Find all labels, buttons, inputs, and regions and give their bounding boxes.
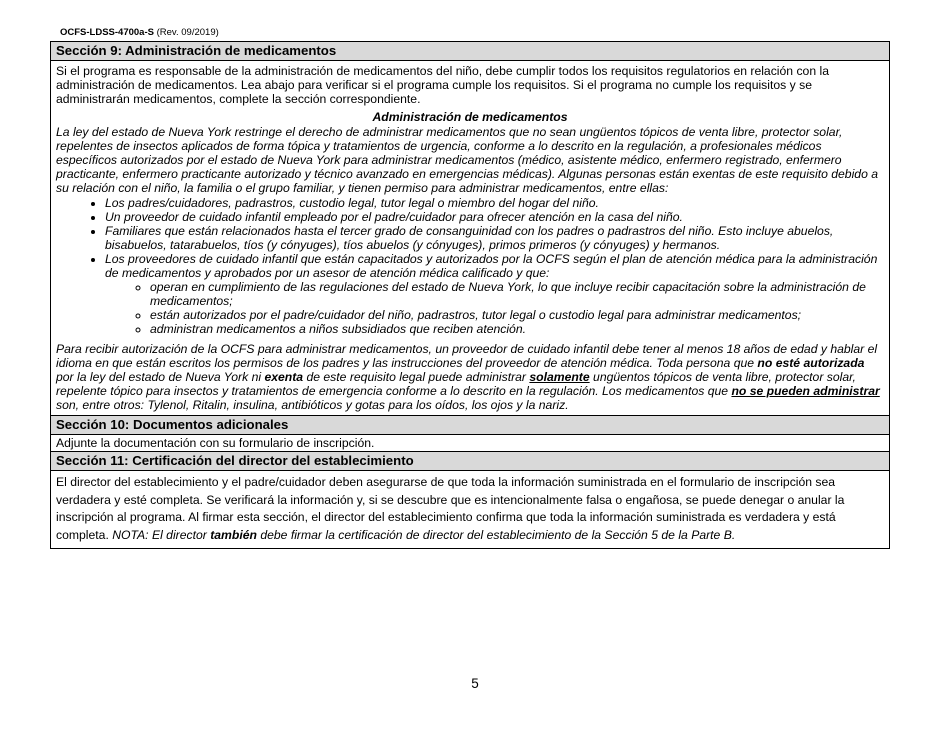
sub-list: [105, 280, 884, 336]
section-9-title: Sección 9: Administración de medicamentos: [51, 42, 889, 61]
list-item-text: Los proveedores de cuidado infantil que están capacitados y autorizados por la OCFS según el plan de atención médica para la administración de medicamentos y aprobados por un asesor de atención médica calificado y que:: [105, 252, 878, 280]
certification-text: El director del establecimiento y el padre/cuidador deben asegurarse de que toda la información suministrada en el formulario de inscripción sea verdadera y esté completa. Se verificará la información y, si se descubre que es intencionalmente falsa o engañosa, se puede denegar o anular la inscripción al programa. Al firmar esta sección, el director del establecimiento confirma que toda la información suministrada es verdadera y está completa.: [56, 475, 845, 542]
sub-list-item: ◦ están autorizados por el padre/cuidador del niño, padrastros, tutor legal o custodio legal para administrar medicamentos;: [150, 308, 884, 322]
section-10-title: Sección 10: Documentos adicionales: [51, 416, 889, 435]
section-9-body: [51, 61, 889, 416]
section-11-body: [51, 471, 889, 548]
form-revision: (Rev. 09/2019): [156, 27, 219, 38]
form-id: OCFS-LDSS-4700a-S: [60, 27, 154, 38]
closing-text: Para recibir autorización de la OCFS para administrar medicamentos, un proveedor de cuidado infantil debe tener al menos 18 años de edad y hablar el idioma en que están escritos los permisos de los padres y las instrucciones del proveedor de atención médica. Toda persona que: [56, 342, 878, 370]
closing-paragraph: [56, 342, 884, 412]
emphasis-text: exenta: [264, 370, 304, 384]
form-content: [50, 41, 890, 549]
form-code: [60, 27, 219, 38]
section-9-subheading: Administración de medicamentos: [372, 110, 568, 124]
emphasis-text: solamente: [529, 370, 590, 384]
closing-text: ungüentos tópicos de venta libre, protector solar, repelente tópico para insectos y tratamientos de emergencia conforme a lo descrito en la regulación. Los medicamentos que: [56, 370, 856, 398]
section-10-text: Adjunte la documentación con su formulario de inscripción.: [51, 435, 889, 452]
list-item: • Familiares que están relacionados hasta el tercer grado de consanguinidad con los padres o padrastros del niño. Esto incluye abuelos, bisabuelos, tatarabuelos, tíos (y cónyuges), tíos abuelos (y cónyuges), primos primeros (y cónyuges) y hermanos.: [105, 224, 884, 252]
emphasis-text: no esté autorizada: [757, 356, 865, 370]
page-number: 5: [471, 676, 479, 691]
note-emphasis: también: [210, 527, 257, 542]
note-text: NOTA: El director: [112, 527, 211, 542]
closing-text: son, entre otros: Tylenol, Ritalin, insulina, antibióticos y gotas para los oídos, los ojos y la nariz.: [56, 398, 569, 412]
law-paragraph: La ley del estado de Nueva York restringe el derecho de administrar medicamentos que no sean ungüentos tópicos de venta libre, protector solar, repelentes de insectos aplicados de forma tópica y tratamientos de urgencia, conforme a lo descrito en la regulación, a profesionales médicos específicos autorizados por el estado de Nueva York para administrar medicamentos (médico, asistente médico, enfermero registrado, enfermero practicante, enfermero practicante autorizado y técnico avanzado en emergencias médicas). Algunas personas están exentas de este requisito debido a su relación con el niño, la familia o el grupo familiar, y tienen permiso para administrar medicamentos, entre ellas:: [56, 125, 879, 195]
list-item: • Los padres/cuidadores, padrastros, custodio legal, tutor legal o miembro del hogar del niño.: [105, 196, 884, 210]
section-9-intro: Si el programa es responsable de la administración de medicamentos del niño, debe cumplir todos los requisitos regulatorios en relación con la administración de medicamentos. Lea abajo para verificar si el programa cumple los requisitos. Si el programa no cumple los requisitos y se administrarán medicamentos, complete la sección correspondiente.: [56, 64, 829, 106]
sub-list-item: ◦ operan en cumplimiento de las regulaciones del estado de Nueva York, lo que incluye recibir capacitación sobre la administración de medicamentos;: [150, 280, 884, 308]
emphasis-text: no se pueden administrar: [731, 384, 880, 398]
list-item: • Un proveedor de cuidado infantil empleado por el padre/cuidador para ofrecer atención en la casa del niño.: [105, 210, 884, 224]
sub-list-item: ◦ administran medicamentos a niños subsidiados que reciben atención.: [150, 322, 884, 336]
section-11-title: Sección 11: Certificación del director del establecimiento: [51, 452, 889, 471]
closing-text: de este requisito legal puede administrar: [303, 370, 530, 384]
list-item: [105, 252, 884, 336]
closing-text: por la ley del estado de Nueva York ni: [56, 370, 265, 384]
note-text: debe firmar la certificación de director del establecimiento de la Sección 5 de la Parte B.: [256, 527, 736, 542]
exempt-list: [56, 196, 884, 336]
